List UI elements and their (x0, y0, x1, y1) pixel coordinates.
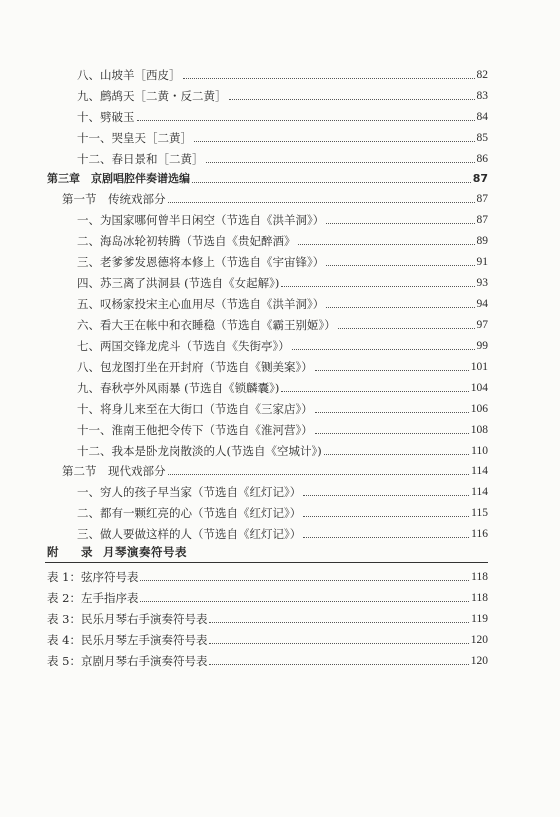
toc-section-entry (62, 186, 488, 206)
leader-dots (326, 307, 474, 308)
toc-entry (77, 438, 488, 458)
toc-entry-title: 三、老爹爹发恩德将本修上（节选自《宇宙锋》） (77, 255, 325, 269)
toc-entry-title: 八、包龙图打坐在开封府（节选自《铡美案》） (77, 360, 313, 374)
appendix-entry (47, 648, 488, 668)
leader-dots (303, 537, 469, 538)
leader-dots (209, 622, 469, 623)
toc-entry (77, 146, 488, 166)
toc-entry (77, 291, 488, 311)
leader-dots (338, 328, 475, 329)
leader-dots (292, 349, 475, 350)
toc-entry (77, 375, 488, 395)
toc-chapter-entry (47, 166, 488, 186)
appendix-label-a: 附 (47, 545, 59, 559)
toc-entry-title: 十一、哭皇天［二黄］ (77, 131, 192, 145)
leader-dots (229, 99, 475, 100)
leader-dots (315, 370, 469, 371)
leader-dots (192, 182, 471, 183)
toc-entry-page: 87 (476, 214, 488, 226)
appendix-heading (47, 544, 187, 560)
toc-entry (77, 83, 488, 103)
toc-entry-title: 一、为国家哪何曾半日闲空（节选自《洪羊洞》） (77, 213, 325, 227)
toc-entry-page: 101 (470, 361, 488, 373)
leader-dots (281, 286, 474, 287)
toc-entry-page: 84 (476, 111, 488, 123)
toc-entry-title: 七、两国交锋龙虎斗（节选自《失街亭》） (77, 339, 290, 353)
toc-entry (77, 249, 488, 269)
toc-entry-page: 86 (476, 153, 488, 165)
appendix-entry-page: 118 (471, 592, 488, 604)
toc-entry-page: 106 (470, 403, 488, 415)
leader-dots (209, 643, 468, 644)
toc-entry (77, 333, 488, 353)
leader-dots (315, 433, 469, 434)
toc-entry-page: 82 (476, 69, 488, 81)
toc-entry (77, 500, 488, 520)
leader-dots (168, 474, 470, 475)
leader-dots (206, 162, 475, 163)
toc-entry (77, 354, 488, 374)
leader-dots (326, 223, 474, 224)
appendix-entry (47, 627, 488, 647)
appendix-entry (47, 564, 488, 584)
toc-entry-title: 十一、淮南王他把令传下（节选自《淮河营》） (77, 423, 313, 437)
appendix-divider (45, 562, 488, 563)
leader-dots (194, 141, 475, 142)
toc-entry-page: 114 (471, 486, 488, 498)
toc-entry (77, 312, 488, 332)
appendix-entry (47, 606, 488, 626)
toc-entry-title: 一、穷人的孩子早当家（节选自《红灯记》） (77, 485, 302, 499)
toc-entry-page: 110 (471, 445, 488, 457)
toc-entry-title: 九、鹧鸪天［二黄・反二黄］ (77, 89, 227, 103)
toc-entry-title: 二、都有一颗红亮的心（节选自《红灯记》） (77, 506, 302, 520)
toc-entry (77, 270, 488, 290)
toc-entry-page: 91 (476, 256, 488, 268)
chapter-title: 第三章 京剧唱腔伴奏谱选编 (47, 172, 190, 185)
toc-entry-title: 三、做人要做这样的人（节选自《红灯记》） (77, 527, 302, 541)
toc-entry-title: 八、山坡羊［西皮］ (77, 68, 181, 82)
toc-entry-title: 九、春秋亭外风雨暴 (节选自《锁麟囊》) (77, 381, 280, 395)
toc-entry-page: 104 (470, 382, 488, 394)
leader-dots (326, 265, 474, 266)
toc-entry-page: 94 (476, 298, 488, 310)
appendix-entry-page: 120 (470, 655, 488, 667)
leader-dots (183, 78, 475, 79)
appendix-entry-title: 表 5：京剧月琴右手演奏符号表 (47, 654, 208, 668)
section-title: 第一节 传统戏部分 (62, 192, 166, 206)
toc-entry (77, 62, 488, 82)
leader-dots (281, 391, 468, 392)
leader-dots (140, 601, 469, 602)
section-page: 114 (471, 465, 488, 477)
toc-entry (77, 125, 488, 145)
leader-dots (303, 495, 469, 496)
appendix-entry-title: 表 3：民乐月琴右手演奏符号表 (47, 612, 208, 626)
toc-entry-title: 十二、我本是卧龙岗散淡的人(节选自《空城计》) (77, 444, 322, 458)
leader-dots (298, 244, 475, 245)
leader-dots (303, 516, 469, 517)
toc-entry-page: 93 (476, 277, 488, 289)
section-page: 87 (476, 193, 488, 205)
toc-entry-page: 97 (476, 319, 488, 331)
toc-entry-title: 十、将身儿来至在大街口（节选自《三家店》） (77, 402, 313, 416)
toc-entry (77, 207, 488, 227)
toc-entry (77, 396, 488, 416)
toc-entry-page: 116 (471, 528, 488, 540)
toc-entry-page: 115 (471, 507, 488, 519)
appendix-title: 月琴演奏符号表 (103, 545, 187, 559)
leader-dots (315, 412, 469, 413)
toc-section-entry (62, 458, 488, 478)
toc-entry-page: 99 (476, 340, 488, 352)
toc-entry-title: 二、海岛冰轮初转腾（节选自《贵妃醉酒》 (77, 234, 296, 248)
leader-dots (324, 454, 469, 455)
toc-entry (77, 104, 488, 124)
leader-dots (168, 202, 475, 203)
toc-entry (77, 228, 488, 248)
toc-entry-title: 四、苏三离了洪洞县 (节选自《女起解》) (77, 276, 280, 290)
leader-dots (137, 120, 475, 121)
toc-entry-title: 十二、春日景和［二黄］ (77, 152, 204, 166)
toc-entry-page: 108 (470, 424, 488, 436)
appendix-entry (47, 585, 488, 605)
section-title: 第二节 现代戏部分 (62, 464, 166, 478)
toc-entry (77, 479, 488, 499)
toc-entry (77, 417, 488, 437)
appendix-entry-page: 119 (471, 613, 488, 625)
appendix-entry-page: 118 (471, 571, 488, 583)
chapter-page: 87 (472, 172, 488, 185)
appendix-label-b: 录 (81, 545, 93, 559)
toc-entry (77, 521, 488, 541)
leader-dots (209, 664, 468, 665)
toc-entry-page: 89 (476, 235, 488, 247)
toc-entry-title: 五、叹杨家投宋主心血用尽（节选自《洪羊洞》） (77, 297, 325, 311)
toc-entry-page: 83 (476, 90, 488, 102)
appendix-entry-title: 表 4：民乐月琴左手演奏符号表 (47, 633, 208, 647)
appendix-entry-page: 120 (470, 634, 488, 646)
appendix-entry-title: 表 1：弦序符号表 (47, 570, 139, 584)
appendix-entry-title: 表 2：左手指序表 (47, 591, 139, 605)
toc-entry-page: 85 (476, 132, 488, 144)
toc-entry-title: 十、劈破玉 (77, 110, 135, 124)
toc-entry-title: 六、看大王在帐中和衣睡稳（节选自《霸王别姬》） (77, 318, 336, 332)
leader-dots (140, 580, 469, 581)
